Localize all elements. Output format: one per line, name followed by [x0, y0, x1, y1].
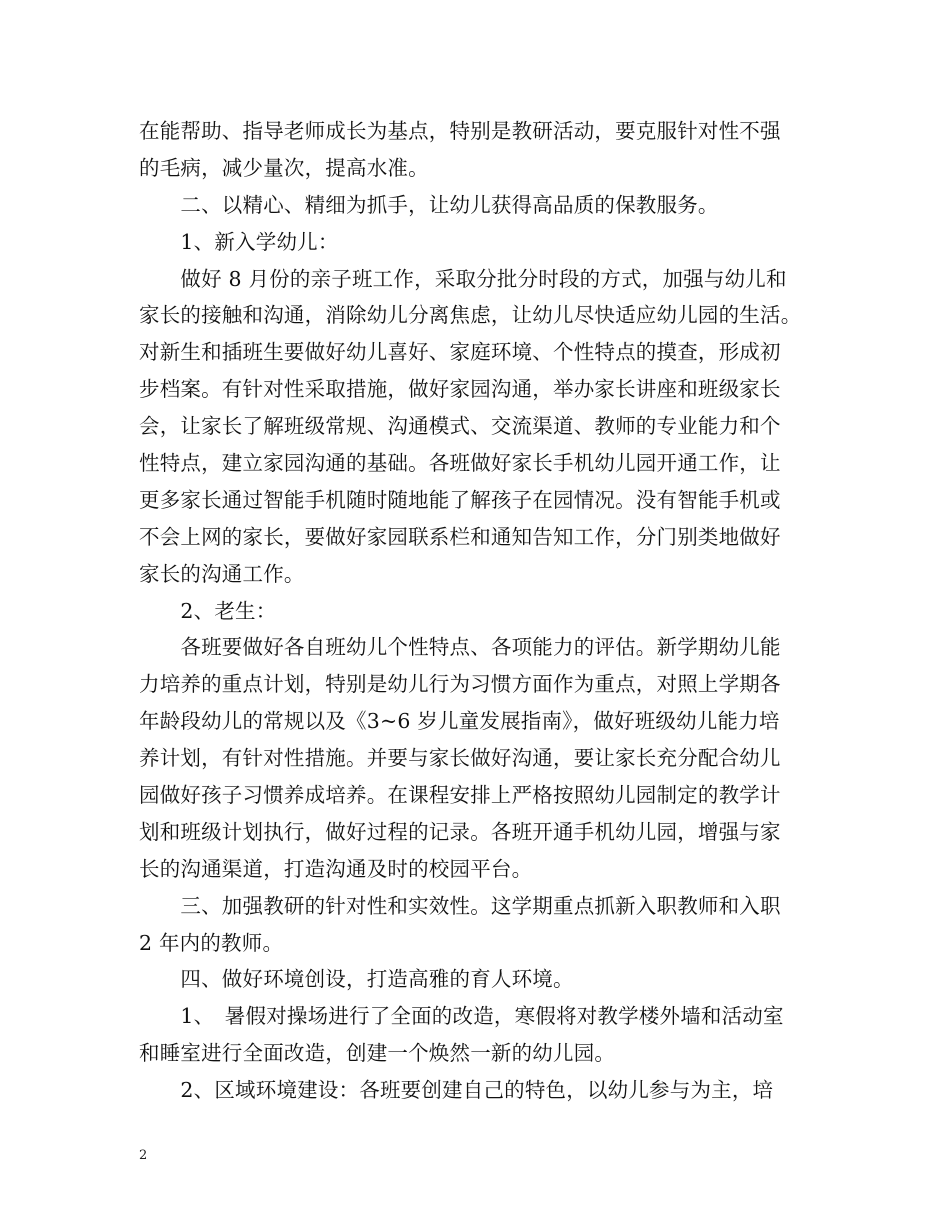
- subheading-new-children: 1、新入学幼儿：: [139, 229, 339, 254]
- text-line: 会，让家长了解班级常规、沟通模式、交流渠道、教师的专业能力和个: [139, 414, 781, 439]
- text-line: 对新生和插班生要做好幼儿喜好、家庭环境、个性特点的摸查，形成初: [139, 340, 781, 365]
- text-line: 养计划，有针对性措施。并要与家长做好沟通，要让家长充分配合幼儿: [139, 746, 781, 771]
- text-line: 的毛病，减少量次，提高水准。: [139, 155, 429, 180]
- text-line: 在能帮助、指导老师成长为基点，特别是教研活动，要克服针对性不强: [139, 119, 781, 143]
- text-line: 性特点，建立家园沟通的基础。各班做好家长手机幼儿园开通工作，让: [139, 451, 781, 476]
- text-line: 园做好孩子习惯养成培养。在课程安排上严格按照幼儿园制定的教学计: [139, 783, 781, 808]
- text-line: 更多家长通过智能手机随时随地能了解孩子在园情况。没有智能手机或: [139, 487, 781, 512]
- body-text: [139, 113, 815, 1109]
- text-line: 做好 8 月份的亲子班工作，采取分批分时段的方式，加强与幼儿和: [139, 266, 787, 291]
- text-line: 划和班级计划执行，做好过程的记录。各班开通手机幼儿园，增强与家: [139, 819, 781, 844]
- text-line: 步档案。有针对性采取措施，做好家园沟通，举办家长讲座和班级家长: [139, 377, 781, 402]
- text-line: 力培养的重点计划，特别是幼儿行为习惯方面作为重点，对照上学期各: [139, 672, 781, 697]
- subheading-old-students: 2、老生：: [139, 598, 277, 623]
- section-heading-3: 三、加强教研的针对性和实效性。这学期重点抓新入职教师和入职: [139, 893, 781, 918]
- text-line: 2 年内的教师。: [139, 930, 284, 955]
- text-line: 不会上网的家长，要做好家园联系栏和通知告知工作，分门别类地做好: [139, 524, 781, 549]
- text-line: 和睡室进行全面改造，创建一个焕然一新的幼儿园。: [139, 1041, 616, 1066]
- text-line: 家长的沟通工作。: [139, 561, 305, 586]
- text-line: 年龄段幼儿的常规以及《3~6 岁儿童发展指南》，做好班级幼儿能力培: [139, 709, 780, 734]
- text-line: 家长的接触和沟通，消除幼儿分离焦虑，让幼儿尽快适应幼儿园的生活。: [139, 303, 802, 328]
- text-line: 1、 暑假对操场进行了全面的改造，寒假将对教学楼外墙和活动室: [139, 1004, 784, 1029]
- text-line: 各班要做好各自班幼儿个性特点、各项能力的评估。新学期幼儿能: [139, 635, 781, 660]
- text-line: 长的沟通渠道，打造沟通及时的校园平台。: [139, 856, 533, 881]
- section-heading-4: 四、做好环境创设，打造高雅的育人环境。: [139, 967, 574, 992]
- text-line: 2、区域环境建设：各班要创建自己的特色，以幼儿参与为主，培: [139, 1078, 774, 1103]
- section-heading-2: 二、以精心、精细为抓手，让幼儿获得高品质的保教服务。: [139, 192, 719, 217]
- page-number: 2: [139, 1148, 148, 1163]
